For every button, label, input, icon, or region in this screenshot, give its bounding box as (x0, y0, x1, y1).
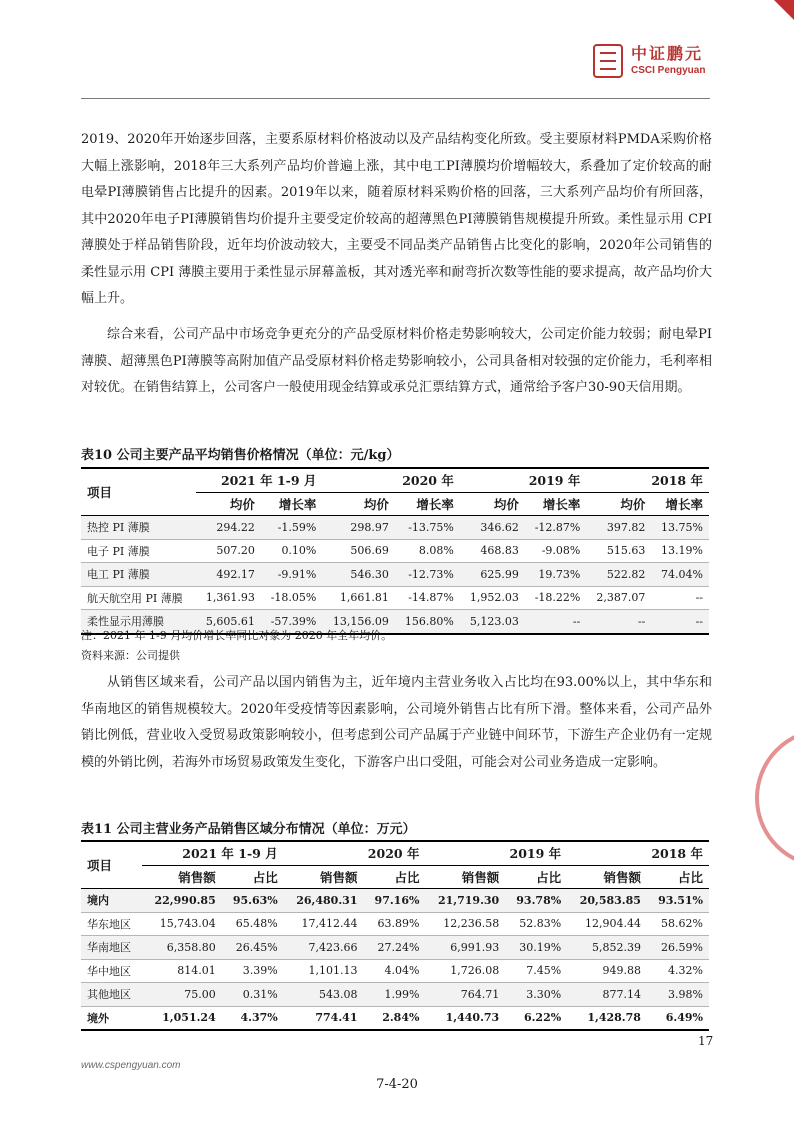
table-cell: -13.75% (395, 516, 460, 540)
table-cell: 6,991.93 (425, 936, 505, 960)
table-cell: 97.16% (363, 889, 425, 913)
table-cell: -- (586, 610, 651, 634)
table10-sub-header: 均价 (196, 492, 261, 516)
table11-sub-header: 销售额 (425, 865, 505, 889)
table-cell: 15,743.04 (142, 912, 222, 936)
table-cell: 949.88 (567, 959, 647, 983)
row-label: 境内 (81, 889, 142, 913)
row-label: 境外 (81, 1006, 142, 1030)
table-cell: -9.91% (261, 563, 322, 587)
table11-caption: 表11 公司主营业务产品销售区域分布情况（单位：万元） (81, 822, 416, 837)
table-cell: 4.04% (363, 959, 425, 983)
table-row (81, 912, 709, 936)
table10-caption: 表10 公司主要产品平均销售价格情况（单位：元/kg） (81, 448, 400, 463)
table-cell: 13,156.09 (322, 610, 394, 634)
table-row (81, 889, 709, 913)
table-cell: 21,719.30 (425, 889, 505, 913)
row-label: 其他地区 (81, 983, 142, 1007)
table10-sub-header: 均价 (586, 492, 651, 516)
table-cell: 13.75% (651, 516, 709, 540)
table-cell: -14.87% (395, 586, 460, 610)
table-cell: 74.04% (651, 563, 709, 587)
table11-year-header: 2018 年 (567, 841, 709, 865)
table-cell: 625.99 (460, 563, 525, 587)
header-divider (81, 98, 710, 99)
table-cell: 1,051.24 (142, 1006, 222, 1030)
page-number: 17 (698, 1034, 714, 1048)
table-cell: -- (651, 586, 709, 610)
table10-average-price (81, 467, 709, 635)
table-cell: 26,480.31 (284, 889, 364, 913)
table10-note: 注：2021 年 1-9 月均价增长率同比对象为 2020 年全年均价。 (81, 629, 393, 642)
company-logo (593, 44, 705, 78)
logo-chinese-name: 中证鹏元 (631, 44, 704, 63)
table-cell: 468.83 (460, 539, 525, 563)
table-cell: 774.41 (284, 1006, 364, 1030)
table-cell: 19.73% (525, 563, 586, 587)
table-cell: 93.78% (505, 889, 567, 913)
table-row (81, 516, 709, 540)
table10-source: 资料来源：公司提供 (81, 649, 180, 662)
table-cell: 814.01 (142, 959, 222, 983)
table-cell: 93.51% (647, 889, 709, 913)
table-row (81, 983, 709, 1007)
table-cell: 397.82 (586, 516, 651, 540)
table-cell: 1,726.08 (425, 959, 505, 983)
table-cell: 75.00 (142, 983, 222, 1007)
table-cell: 515.63 (586, 539, 651, 563)
paragraph-sales-region: 从销售区域来看，公司产品以国内销售为主，近年境内主营业务收入占比均在93.00%以上，其中华东和华南地区的销售规模较大。2020年受疫情等因素影响，公司境外销售占比有所下滑。整体来看，公司产品外销比例低，营业收入受贸易政策影响较小，但考虑到公司产品属于产业链中间环节，下游生产企业仍有一定规模的外销比例，若海外市场贸易政策发生变化，下游客户出口受阻，可能会对公司业务造成一定影响。 (81, 675, 712, 770)
table-cell: 8.08% (395, 539, 460, 563)
table-cell: 522.82 (586, 563, 651, 587)
row-label: 热控 PI 薄膜 (81, 516, 196, 540)
table10-sub-header: 增长率 (651, 492, 709, 516)
table-cell: 3.39% (222, 959, 284, 983)
table-cell: -- (525, 610, 586, 634)
table-row (81, 563, 709, 587)
table11-sub-header: 占比 (222, 865, 284, 889)
company-seal-stamp (755, 728, 794, 868)
table-cell: 507.20 (196, 539, 261, 563)
table11-year-header: 2020 年 (284, 841, 426, 865)
table-cell: -9.08% (525, 539, 586, 563)
paragraph-price-trend: 2019、2020年开始逐步回落，主要系原材料价格波动以及产品结构变化所致。受主要原材料PMDA采购价格大幅上涨影响，2018年三大系列产品均价普遍上涨，其中电工PI薄膜均价增幅较大，系叠加了定价较高的耐电晕PI薄膜销售占比提升的因素。2019年以来，随着原材料采购价格的回落，三大系列产品均价有所回落，其中2020年电子PI薄膜销售均价提升主要受定价较高的超薄黑色PI薄膜销售规模提升所致。柔性显示用 CPI 薄膜处于样品销售阶段，近年均价波动较大，主要受不同品类产品销售占比变化的影响，2020年公司销售的柔性显示用 CPI 薄膜主要用于柔性显示屏幕盖板，其对透光率和耐弯折次数等性能的要求提高，故产品均价大幅上升。 (81, 132, 712, 306)
table-cell: 546.30 (322, 563, 394, 587)
row-label: 华南地区 (81, 936, 142, 960)
table10-year-header: 2020 年 (322, 468, 459, 492)
table10-sub-header: 均价 (460, 492, 525, 516)
table-cell: 95.63% (222, 889, 284, 913)
table-cell: 1,440.73 (425, 1006, 505, 1030)
table11-sub-header: 占比 (363, 865, 425, 889)
table-cell: 4.37% (222, 1006, 284, 1030)
paragraph-pricing-summary: 综合来看，公司产品中市场竞争更充分的产品受原材料价格走势影响较大，公司定价能力较弱；耐电晕PI薄膜、超薄黑色PI薄膜等高附加值产品受原材料价格走势影响较小，公司具备相对较强的定价能力，毛利率相对较优。在销售结算上，公司客户一般使用现金结算或承兑汇票结算方式，通常给予客户30-90天信用期。 (81, 327, 712, 395)
table-cell: 26.45% (222, 936, 284, 960)
table-cell: 1,661.81 (322, 586, 394, 610)
table-cell: 0.31% (222, 983, 284, 1007)
table10-year-header: 2021 年 1-9 月 (196, 468, 323, 492)
table-cell: 3.30% (505, 983, 567, 1007)
table-cell: 3.98% (647, 983, 709, 1007)
table-cell: 1.99% (363, 983, 425, 1007)
table-cell: 20,583.85 (567, 889, 647, 913)
table10-sub-header: 均价 (322, 492, 394, 516)
table-cell: -1.59% (261, 516, 322, 540)
table-row (81, 936, 709, 960)
table-cell: 30.19% (505, 936, 567, 960)
table-cell: 26.59% (647, 936, 709, 960)
footer-document-code: 7-4-20 (376, 1077, 418, 1092)
table-cell: 492.17 (196, 563, 261, 587)
table-row (81, 539, 709, 563)
row-label: 柔性显示用薄膜 (81, 610, 196, 634)
table-row (81, 586, 709, 610)
table-cell: 1,428.78 (567, 1006, 647, 1030)
table-cell: 156.80% (395, 610, 460, 634)
table-cell: 27.24% (363, 936, 425, 960)
table10-year-header: 2019 年 (460, 468, 587, 492)
footer-website: www.cspengyuan.com (81, 1060, 181, 1071)
table-cell: -18.05% (261, 586, 322, 610)
table-cell: 1,361.93 (196, 586, 261, 610)
table-cell: 1,101.13 (284, 959, 364, 983)
table11-sub-header: 销售额 (567, 865, 647, 889)
table-cell: 6.49% (647, 1006, 709, 1030)
table-cell: 2,387.07 (586, 586, 651, 610)
table11-item-header: 项目 (81, 841, 142, 889)
table-cell: 63.89% (363, 912, 425, 936)
table-cell: 346.62 (460, 516, 525, 540)
table11-year-header: 2019 年 (425, 841, 567, 865)
row-label: 华东地区 (81, 912, 142, 936)
logo-english-name: CSCI Pengyuan (631, 65, 706, 76)
table-cell: 65.48% (222, 912, 284, 936)
table-cell: -57.39% (261, 610, 322, 634)
table-row (81, 1006, 709, 1030)
table-cell: 7.45% (505, 959, 567, 983)
table-cell: 1,952.03 (460, 586, 525, 610)
table11-sales-region (81, 840, 709, 1031)
table-cell: 4.32% (647, 959, 709, 983)
table-cell: 13.19% (651, 539, 709, 563)
logo-seal-icon (593, 44, 623, 78)
corner-accent (774, 0, 794, 20)
table-row (81, 959, 709, 983)
table10-item-header: 项目 (81, 468, 196, 516)
table10-sub-header: 增长率 (261, 492, 322, 516)
table-cell: 2.84% (363, 1006, 425, 1030)
table-cell: 17,412.44 (284, 912, 364, 936)
table-cell: 7,423.66 (284, 936, 364, 960)
table-cell: 12,236.58 (425, 912, 505, 936)
table-cell: 506.69 (322, 539, 394, 563)
table11-year-header: 2021 年 1-9 月 (142, 841, 284, 865)
table-cell: 52.83% (505, 912, 567, 936)
table10-year-header: 2018 年 (586, 468, 709, 492)
table11-sub-header: 占比 (647, 865, 709, 889)
table-cell: 5,123.03 (460, 610, 525, 634)
table-cell: 12,904.44 (567, 912, 647, 936)
table-cell: 764.71 (425, 983, 505, 1007)
table-cell: -18.22% (525, 586, 586, 610)
table-cell: 543.08 (284, 983, 364, 1007)
table10-sub-header: 增长率 (525, 492, 586, 516)
table-cell: 22,990.85 (142, 889, 222, 913)
table-cell: 298.97 (322, 516, 394, 540)
table-cell: 58.62% (647, 912, 709, 936)
table11-sub-header: 占比 (505, 865, 567, 889)
table10-sub-header: 增长率 (395, 492, 460, 516)
table-cell: 5,605.61 (196, 610, 261, 634)
table11-sub-header: 销售额 (284, 865, 364, 889)
row-label: 电工 PI 薄膜 (81, 563, 196, 587)
row-label: 华中地区 (81, 959, 142, 983)
table-cell: -12.87% (525, 516, 586, 540)
table-cell: 877.14 (567, 983, 647, 1007)
table-cell: 6.22% (505, 1006, 567, 1030)
row-label: 电子 PI 薄膜 (81, 539, 196, 563)
table-cell: -- (651, 610, 709, 634)
row-label: 航天航空用 PI 薄膜 (81, 586, 196, 610)
table-cell: 0.10% (261, 539, 322, 563)
table-cell: 5,852.39 (567, 936, 647, 960)
table-cell: 294.22 (196, 516, 261, 540)
table-cell: -12.73% (395, 563, 460, 587)
table-cell: 6,358.80 (142, 936, 222, 960)
table11-sub-header: 销售额 (142, 865, 222, 889)
